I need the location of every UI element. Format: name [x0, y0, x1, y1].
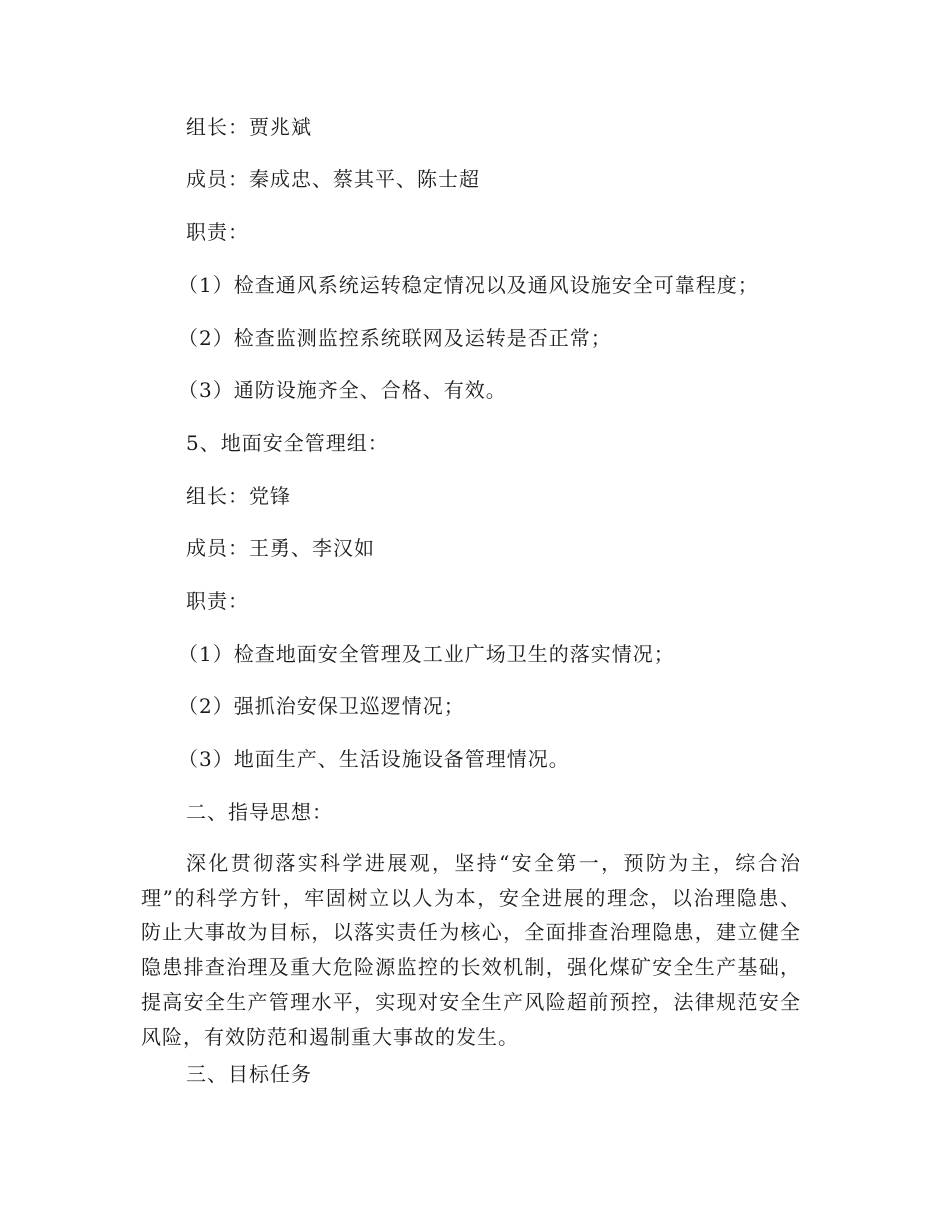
duty-item-5: （2）强抓治安保卫巡逻情况；	[178, 694, 465, 718]
section-heading-targets: 三、目标任务	[186, 1062, 312, 1086]
group-leader-line-2: 组长：党锋	[186, 484, 291, 508]
group-leader-line: 组长：贾兆斌	[186, 115, 312, 139]
section-heading-guiding-thought: 二、指导思想：	[186, 800, 333, 824]
section-heading-ground-safety: 5、地面安全管理组：	[186, 431, 389, 455]
group-members-line-2: 成员：王勇、李汉如	[186, 536, 375, 560]
duties-label-2: 职责：	[186, 589, 249, 613]
guiding-thought-paragraph: 深化贯彻落实科学进展观，坚持“安全第一，预防为主，综合治理”的科学方针，牢固树立以人为本，安全进展的理念，以治理隐患、防止大事故为目标，以落实责任为核心，全面排查治理隐患，建立健全隐患排查治理及重大危险源监控的长效机制，强化煤矿安全生产基础，提高安全生产管理水平，实现对安全生产风险超前预控，法律规范安全风险，有效防范和遏制重大事故的发生。	[141, 851, 801, 1049]
duty-item-4: （1）检查地面安全管理及工业广场卫生的落实情况；	[178, 642, 675, 666]
group-members-line: 成员：秦成忠、蔡其平、陈士超	[186, 167, 480, 191]
duty-item-6: （3）地面生产、生活设施设备管理情况。	[178, 747, 570, 771]
duty-item-1: （1）检查通风系统运转稳定情况以及通风设施安全可靠程度；	[178, 273, 759, 297]
duty-item-2: （2）检查监测监控系统联网及运转是否正常；	[178, 326, 612, 350]
duty-item-3: （3）通防设施齐全、合格、有效。	[178, 378, 507, 402]
duties-label: 职责：	[186, 220, 249, 244]
